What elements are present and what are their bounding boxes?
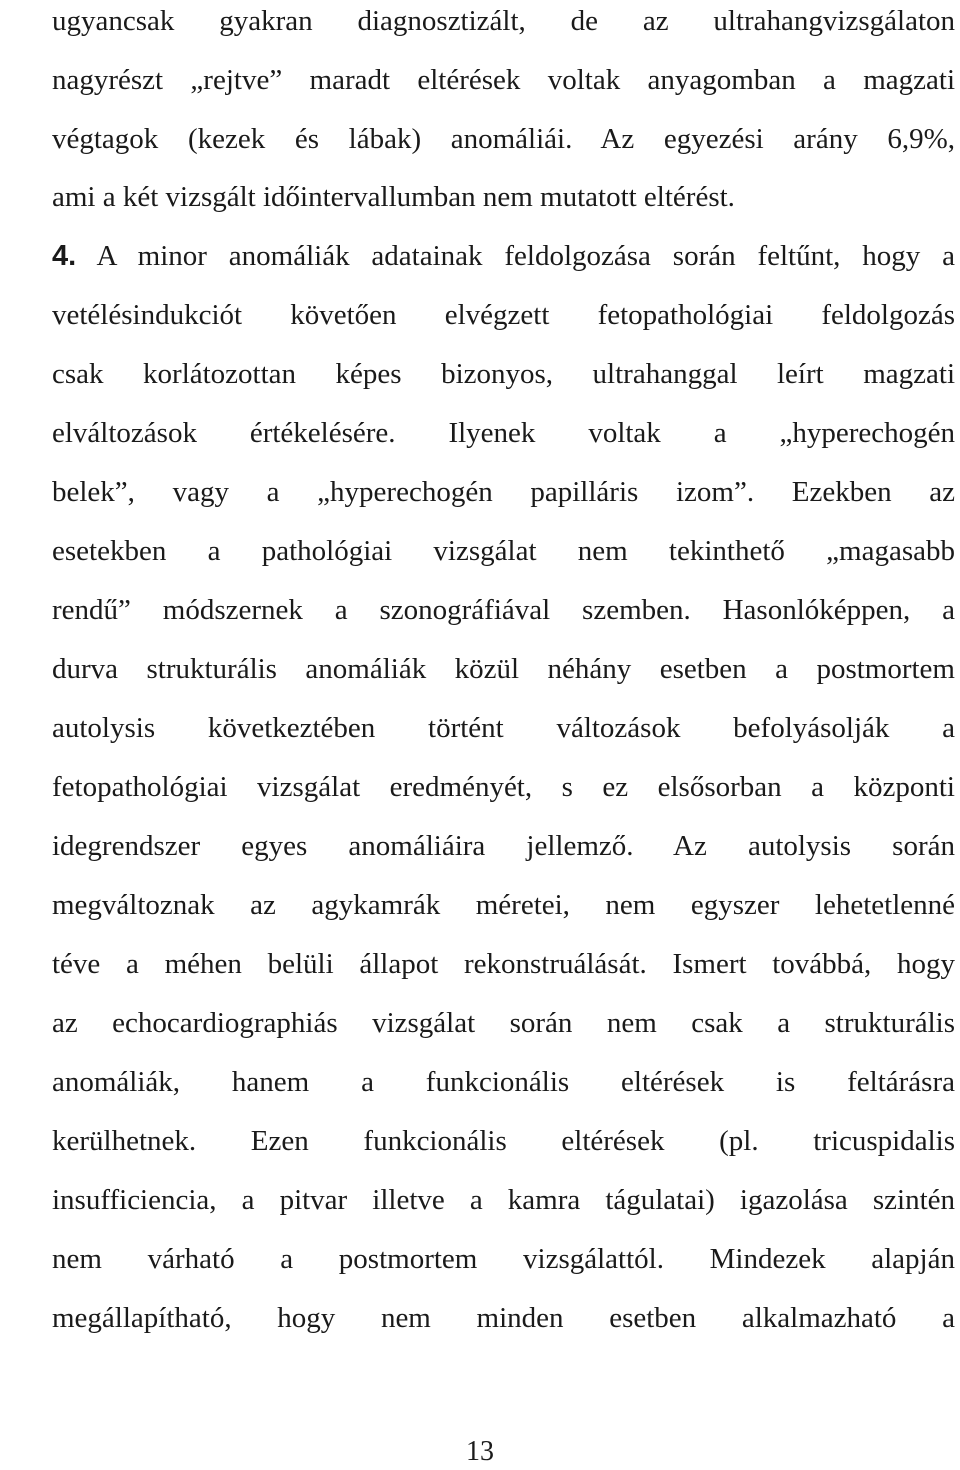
text-line-2: nagyrészt „rejtve” maradt eltérések voltak anyagomban a magzati — [52, 64, 955, 96]
text-line-11: rendű” módszernek a szonográfiával szemben. Hasonlóképpen, a — [52, 594, 955, 626]
text-line-1: ugyancsak gyakran diagnosztizált, de az ultrahangvizsgálaton — [52, 5, 955, 37]
text-line-4: ami a két vizsgált időintervallumban nem mutatott eltérést. — [52, 181, 735, 213]
text-line-19: anomáliák, hanem a funkcionális eltérések is feltárásra — [52, 1066, 955, 1098]
list-item-number: 4. — [52, 240, 77, 272]
text-line-12: durva strukturális anomáliák közül néhány esetben a postmortem — [52, 653, 955, 685]
text-line-9: belek”, vagy a „hyperechogén papilláris izom”. Ezekben az — [52, 476, 955, 508]
text-line-23: megállapítható, hogy nem minden esetben alkalmazható a — [52, 1302, 955, 1334]
text-line-21: insufficiencia, a pitvar illetve a kamra tágulatai) igazolása szintén — [52, 1184, 955, 1216]
text-line-6: vetélésindukciót követően elvégzett fetopathológiai feldolgozás — [52, 299, 955, 331]
text-line-22: nem várható a postmortem vizsgálattól. Mindezek alapján — [52, 1243, 955, 1275]
text-line-20: kerülhetnek. Ezen funkcionális eltérések (pl. tricuspidalis — [52, 1125, 955, 1157]
text-line-15: idegrendszer egyes anomáliáira jellemző. Az autolysis során — [52, 830, 955, 862]
text-line-5: A minor anomáliák adatainak feldolgozása során feltűnt, hogy a — [96, 240, 955, 272]
text-line-13: autolysis következtében történt változások befolyásolják a — [52, 712, 955, 744]
text-line-7: csak korlátozottan képes bizonyos, ultrahanggal leírt magzati — [52, 358, 955, 390]
numbered-item-line — [52, 236, 955, 276]
text-line-16: megváltoznak az agykamrák méretei, nem egyszer lehetetlenné — [52, 889, 955, 921]
text-line-14: fetopathológiai vizsgálat eredményét, s ez elsősorban a központi — [52, 771, 955, 803]
text-line-3: végtagok (kezek és lábak) anomáliái. Az egyezési arány 6,9%, — [52, 123, 955, 155]
text-line-10: esetekben a pathológiai vizsgálat nem tekinthető „magasabb — [52, 535, 955, 567]
text-line-18: az echocardiographiás vizsgálat során nem csak a strukturális — [52, 1007, 955, 1039]
text-line-17: téve a méhen belüli állapot rekonstruálását. Ismert továbbá, hogy — [52, 948, 955, 980]
text-line-8: elváltozások értékelésére. Ilyenek voltak a „hyperechogén — [52, 417, 955, 449]
page-number: 13 — [466, 1436, 494, 1467]
